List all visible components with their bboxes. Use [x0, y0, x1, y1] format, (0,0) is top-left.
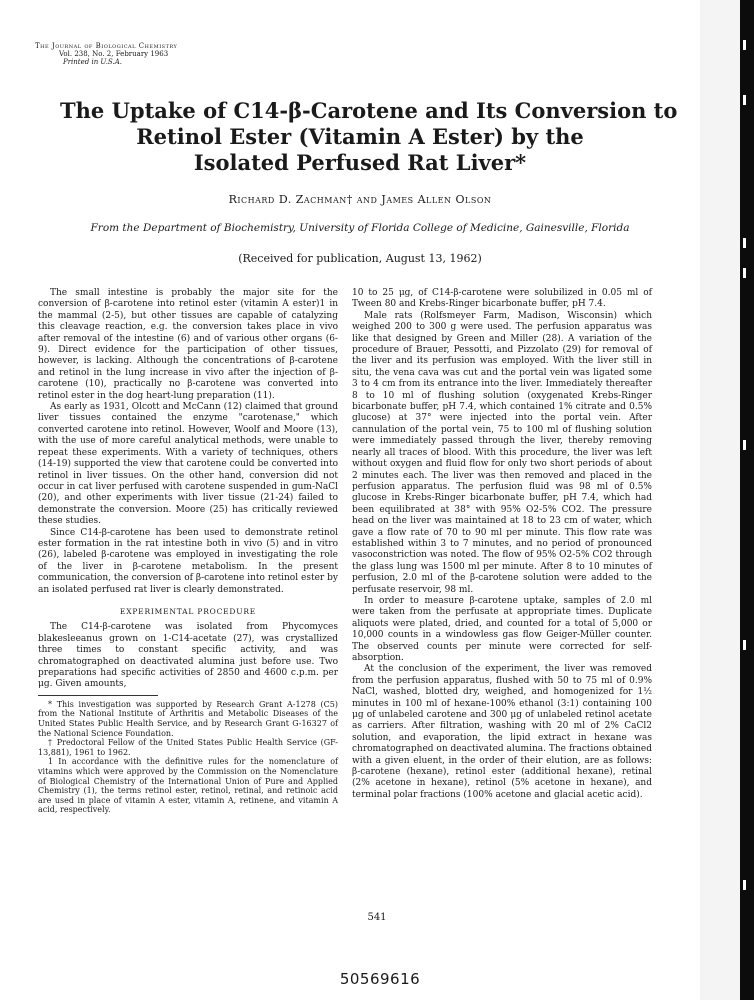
body-paragraph: The small intestine is probably the major site for the conversion of β-carotene into retinol ester (vitamin A ester)1 in the mammal (2-5), but other tissues are capable of catalyzing this cleavage reaction, e.g. the conversion takes place in vivo after removal of the intestine (6) and of various other organs (6-9). Direct evidence for the participation of other tissues, however, is lacking. Although the concentrations of β-carotene and retinol in the lung increase in vivo after the injection of β-carotene (10), practically no β-carotene was converted into retinol ester in the dog heart-lung preparation (11).: [38, 288, 338, 401]
title-line: Retinol Ester (Vitamin A Ester) by the: [136, 124, 584, 149]
page-number: 541: [367, 912, 387, 923]
right-column: [352, 288, 652, 801]
left-column: [38, 288, 338, 815]
footnote: 1 In accordance with the definitive rules for the nomenclature of vitamins which were approved by the Commission on the Nomenclature of Biological Chemistry of the International Union of Pure and Applied Chemistry (1), the terms retinol ester, retinol, retinal, and retinoic acid are used in place of vitamin A ester, vitamin A, retinene, and vitamin A acid, respectively.: [38, 757, 338, 815]
body-paragraph: 10 to 25 μg, of C14-β-carotene were solubilized in 0.05 ml of Tween 80 and Krebs-Ringer bicarbonate buffer, pH 7.4.: [352, 288, 652, 310]
scan-strip-mark: [743, 268, 746, 278]
body-paragraph: At the conclusion of the experiment, the liver was removed from the perfusion apparatus, flushed with 50 to 75 ml of 0.9% NaCl, washed, blotted dry, weighed, and homogenized for 1½ minutes in 100 ml of hexane-100% ethanol (3:1) containing 100 μg of unlabeled carotene and 300 μg of unlabeled retinol acetate as carriers. After filtration, washing with 20 ml of 2% CaCl2 solution, and evaporation, the lipid extract in hexane was chromatographed on deactivated alumina. The fractions obtained with a given eluent, in the order of their elution, are as follows: β-carotene (hexane), retinol ester (additional hexane), retinal (2% acetone in hexane), retinol (5% acetone in hexane), and terminal polar fractions (100% acetone and glacial acetic acid).: [352, 664, 652, 800]
printed-in: Printed in U.S.A.: [63, 58, 122, 66]
footnote-divider: [38, 695, 158, 696]
scan-strip-mark: [743, 440, 746, 450]
journal-volume: Vol. 238, No. 2, February 1963: [59, 50, 169, 58]
body-paragraph: Male rats (Rolfsmeyer Farm, Madison, Wisconsin) which weighed 200 to 300 g were used. The perfusion apparatus was like that designed by Green and Miller (28). A variation of the procedure of Brauer, Pessotti, and Pizzolato (29) for removal of the liver and its perfusion was employed. With the liver still in situ, the vena cava was cut and the portal vein was ligated some 3 to 4 cm from its entrance into the liver. Immediately thereafter 8 to 10 ml of flushing solution (oxygenated Krebs-Ringer bicarbonate buffer, pH 7.4, which contained 1% citrate and 0.5% glucose) at 37° were injected into the portal vein. After cannulation of the portal vein, 75 to 100 ml of flushing solution were immediately passed through the liver, thereby removing nearly all traces of blood. With this procedure, the liver was left without oxygen and fluid flow for only two short periods of about 2 minutes each. The liver was then removed and placed in the perfusion apparatus. The perfusion fluid was 98 ml of 0.5% glucose in Krebs-Ringer bicarbonate buffer, pH 7.4, which had been equilibrated at 38° with 95% O2-5% CO2. The pressure head on the liver was maintained at 18 to 23 cm of water, which gave a flow rate of 70 to 90 ml per minute. This flow rate was established within 3 to 7 minutes, and no period of pronounced vasoconstriction was noted. The flow of 95% O2-5% CO2 through the glass lung was 1500 ml per minute. After 8 to 10 minutes of perfusion, 2.0 ml of the β-carotene solution were added to the perfusate reservoir, 98 ml.: [352, 310, 652, 595]
body-paragraph: As early as 1931, Olcott and McCann (12) claimed that ground liver tissues contained the enzyme "carotenase," which converted carotene into retinol. However, Woolf and Moore (13), with the use of more careful analytical methods, were unable to repeat these experiments. With a variety of techniques, others (14-19) supported the view that carotene could be converted into retinol in liver tissues. On the other hand, conversion did not occur in cat liver perfused with carotene suspended in gum-NaCl (20), and other experiments with liver tissue (21-24) failed to demonstrate the conversion. Moore (25) has critically reviewed these studies.: [38, 402, 338, 527]
section-heading: EXPERIMENTAL PROCEDURE: [119, 606, 257, 616]
footnote: * This investigation was supported by Research Grant A-1278 (C5) from the National Institute of Arthritis and Metabolic Diseases of the United States Public Health Service, and by Research Grant G-16327 of the National Science Foundation.: [38, 699, 338, 738]
scan-strip-mark: [743, 95, 746, 105]
received-date: (Received for publication, August 13, 1962): [238, 252, 482, 265]
journal-masthead: [35, 42, 255, 66]
body-paragraph: In order to measure β-carotene uptake, samples of 2.0 ml were taken from the perfusate at appropriate times. Duplicate aliquots were plated, dried, and counted for a total of 5,000 or 10,000 counts in a windowless gas flow Geiger-Müller counter. The observed counts per minute were corrected for self-absorption.: [352, 595, 652, 663]
body-paragraph: The C14-β-carotene was isolated from Phycomyces blakesleeanus grown on 1-C14-acetate (27), was crystallized three times to constant specific activity, and was chromatographed on deactivated alumina just before use. Two preparations had specific activities of 2850 and 4600 c.p.m. per μg. Given amounts,: [38, 622, 338, 690]
scan-edge-strip: [740, 0, 754, 1000]
scan-strip-mark: [743, 40, 746, 50]
title-line: Isolated Perfused Rat Liver*: [193, 150, 527, 175]
journal-name: The Journal of Biological Chemistry: [35, 42, 178, 50]
footnote: † Predoctoral Fellow of the United States Public Health Service (GF-13,881), 1961 to 1962.: [38, 738, 338, 757]
scan-strip-mark: [743, 640, 746, 650]
article-title: [60, 98, 678, 176]
scan-strip-mark: [743, 880, 746, 890]
scan-strip-mark: [743, 238, 746, 248]
affiliation: From the Department of Biochemistry, University of Florida College of Medicine, Gainesville, Florida: [90, 222, 630, 234]
bates-number: 50569616: [339, 970, 421, 988]
body-paragraph: Since C14-β-carotene has been used to demonstrate retinol ester formation in the rat intestine both in vivo (5) and in vitro (26), labeled β-carotene was employed in investigating the role of the liver in β-carotene metabolism. In the present communication, the conversion of β-carotene into retinol ester by an isolated perfused rat liver is clearly demonstrated.: [38, 527, 338, 595]
title-line: The Uptake of C14-β-Carotene and Its Conversion to: [60, 98, 678, 123]
author-line: Richard D. Zachman† and James Allen Olson: [228, 193, 492, 206]
